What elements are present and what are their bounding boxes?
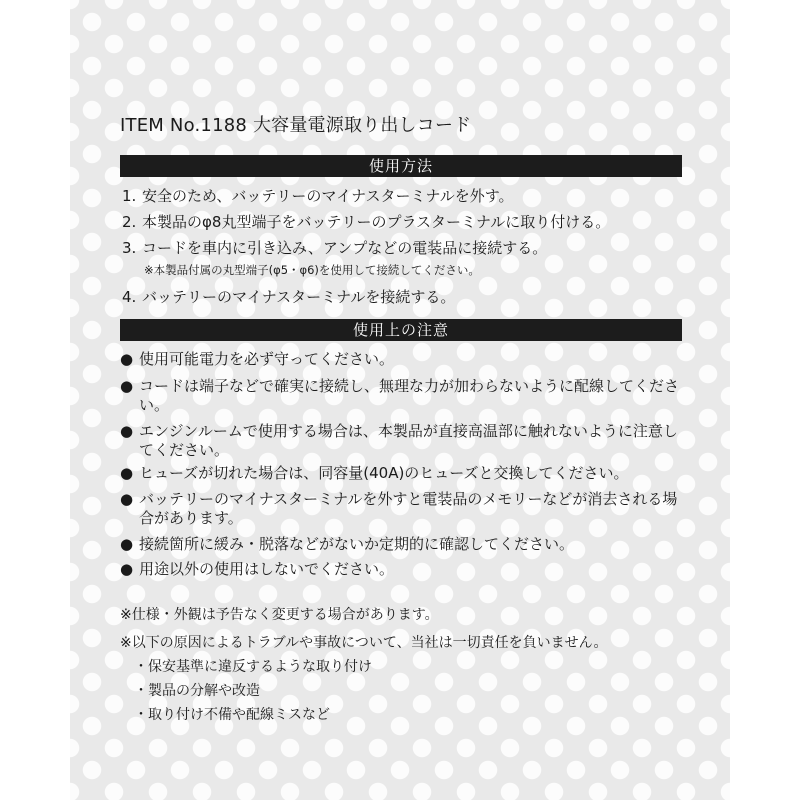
caution-text: ヒューズが切れた場合は、同容量(40A)のヒューズと交換してください。 bbox=[139, 464, 629, 482]
step-number: 4. bbox=[122, 288, 137, 306]
step-text: 安全のため、バッテリーのマイナスターミナルを外す。 bbox=[142, 187, 514, 205]
caution-text: バッテリーのマイナスターミナルを外すと電装品のメモリーなどが消去される場合があります。 bbox=[139, 490, 678, 527]
bullet-icon: ● bbox=[120, 377, 134, 395]
usage-step-3 bbox=[122, 238, 547, 258]
step-text: コードを車内に引き込み、アンプなどの電装品に接続する。 bbox=[142, 239, 548, 257]
step-number: 1. bbox=[122, 187, 137, 205]
step-number: 3. bbox=[122, 239, 137, 257]
bullet-icon: ● bbox=[120, 560, 134, 578]
usage-step-4 bbox=[122, 287, 455, 307]
caution-text: エンジンルームで使用する場合は、本製品が直接高温部に触れないように注意してください。 bbox=[139, 422, 678, 459]
bullet-icon: ● bbox=[120, 464, 134, 482]
step-text: 本製品のφ8丸型端子をバッテリーのプラスターミナルに取り付ける。 bbox=[142, 213, 611, 231]
disclaimer-item: ・取り付け不備や配線ミスなど bbox=[134, 707, 330, 723]
step-text: バッテリーのマイナスターミナルを接続する。 bbox=[142, 288, 456, 306]
caution-item bbox=[120, 464, 682, 483]
page-title: ITEM No.1188 大容量電源取り出しコード bbox=[120, 115, 472, 136]
caution-item bbox=[120, 377, 682, 415]
usage-step-2 bbox=[122, 212, 610, 232]
disclaimer-item: ・保安基準に違反するような取り付け bbox=[134, 659, 372, 675]
caution-item bbox=[120, 490, 682, 528]
caution-item bbox=[120, 560, 682, 579]
caution-text: 接続箇所に緩み・脱落などがないか定期的に確認してください。 bbox=[139, 535, 575, 553]
bullet-icon: ● bbox=[120, 490, 134, 508]
usage-step-3-note: ※本製品付属の丸型端子(φ5・φ6)を使用して接続してください。 bbox=[144, 263, 480, 277]
caution-item bbox=[120, 535, 682, 554]
liability-note: ※以下の原因によるトラブルや事故について、当社は一切責任を負いません。 bbox=[120, 635, 608, 651]
usage-heading: 使用方法 bbox=[120, 155, 682, 177]
usage-step-1 bbox=[122, 186, 514, 206]
step-number: 2. bbox=[122, 213, 137, 231]
bullet-icon: ● bbox=[120, 350, 134, 368]
caution-text: 使用可能電力を必ず守ってください。 bbox=[139, 350, 395, 368]
caution-text: 用途以外の使用はしないでください。 bbox=[139, 560, 395, 578]
bullet-icon: ● bbox=[120, 422, 134, 440]
caution-item bbox=[120, 350, 682, 369]
disclaimer-item: ・製品の分解や改造 bbox=[134, 683, 260, 699]
cautions-heading: 使用上の注意 bbox=[120, 319, 682, 341]
caution-item bbox=[120, 422, 682, 460]
bullet-icon: ● bbox=[120, 535, 134, 553]
spec-change-note: ※仕様・外観は予告なく変更する場合があります。 bbox=[120, 607, 439, 623]
caution-text: コードは端子などで確実に接続し、無理な力が加わらないように配線してください。 bbox=[139, 377, 680, 414]
